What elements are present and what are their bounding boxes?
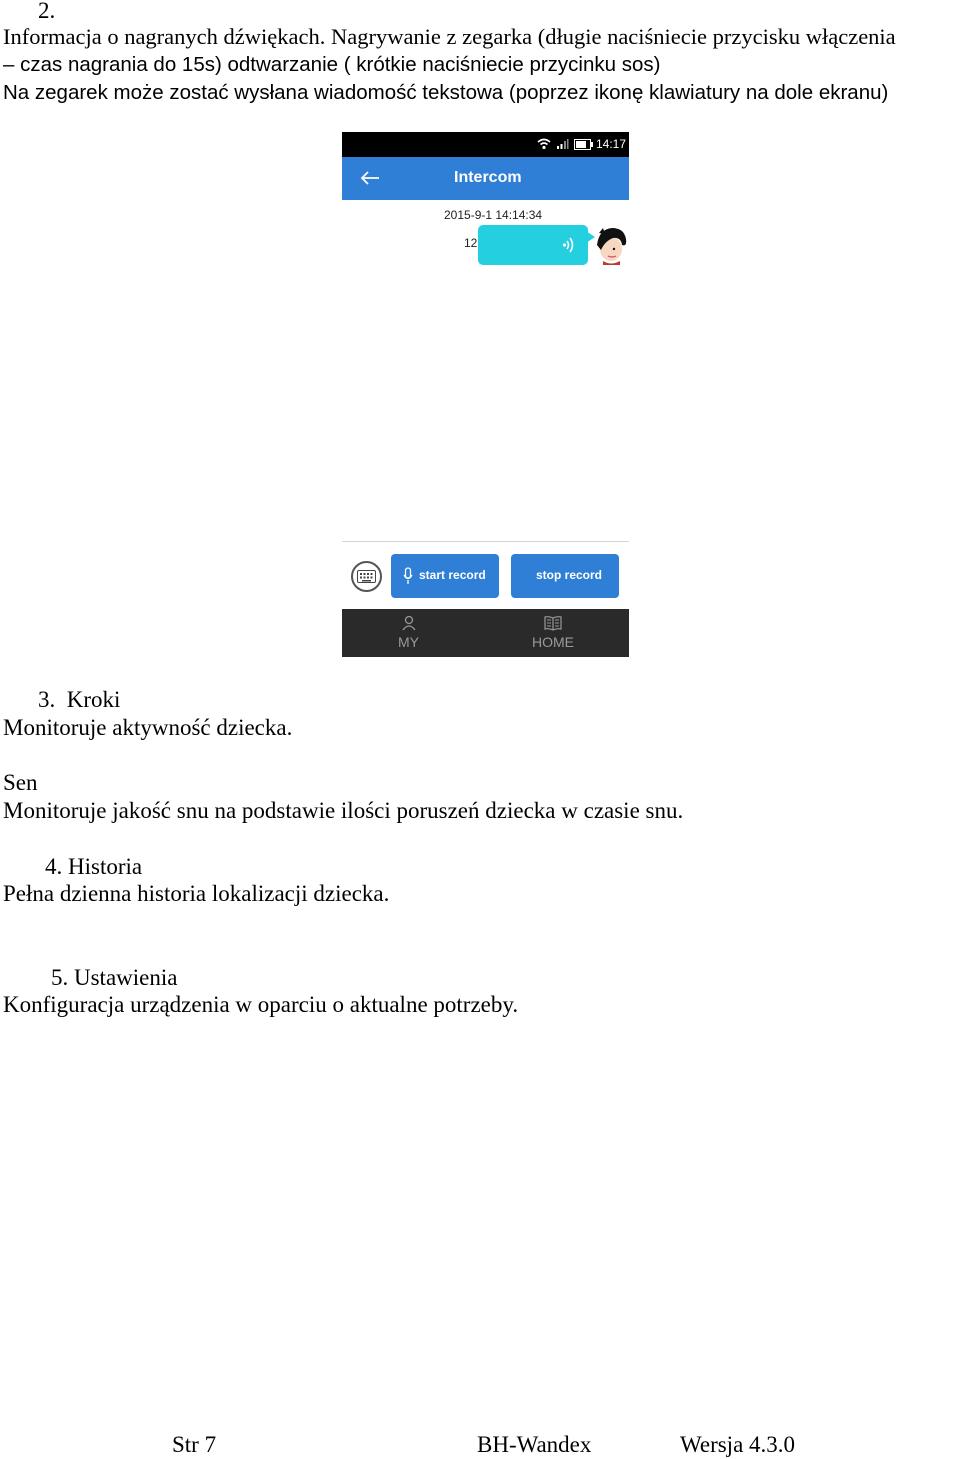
- sleep-text: Monitoruje jakość snu na podstawie ilości poruszeń dziecka w czasie snu.: [3, 798, 684, 823]
- voice-message-bubble[interactable]: [478, 225, 588, 265]
- start-record-button[interactable]: [391, 554, 499, 598]
- message-duration: 12: [464, 236, 478, 250]
- input-divider: [342, 541, 629, 542]
- screen-title: Intercom: [454, 169, 522, 186]
- tab-home[interactable]: [524, 609, 584, 657]
- user-icon: [402, 615, 416, 631]
- section-5-text: Konfiguracja urządzenia w oparciu o aktualne potrzeby.: [3, 992, 519, 1017]
- sound-wave-icon: [562, 236, 576, 254]
- app-header: [342, 157, 629, 200]
- battery-icon: [574, 139, 594, 150]
- intro-line-2: – czas nagrania do 15s) odtwarzanie ( krótkie naciśniecie przycinku sos): [3, 53, 661, 76]
- intro-line-1: Informacja o nagranych dźwiękach. Nagrywanie z zegarka (długie naciśniecie przycisku włączenia: [3, 24, 896, 49]
- intro-line-3: Na zegarek może zostać wysłana wiadomość tekstowa (poprzez ikonę klawiatury na dole ekranu): [3, 81, 889, 104]
- keyboard-button[interactable]: [351, 561, 382, 592]
- footer-product-name: BH-Wandex: [477, 1432, 592, 1457]
- wifi-icon: [537, 138, 551, 150]
- section-3-text: Monitoruje aktywność dziecka.: [3, 715, 293, 740]
- back-arrow-icon[interactable]: [360, 170, 380, 186]
- signal-icon: [556, 138, 569, 150]
- start-record-label: start record: [419, 568, 486, 582]
- section-2-number: 2.: [38, 0, 56, 23]
- status-time: 14:17: [596, 137, 627, 151]
- microphone-icon: [403, 567, 413, 585]
- footer-version: Wersja 4.3.0: [680, 1432, 796, 1457]
- sleep-heading: Sen: [3, 770, 38, 795]
- intercom-screenshot: [342, 132, 629, 657]
- stop-record-label: stop record: [536, 568, 603, 582]
- tab-home-label: HOME: [532, 634, 574, 650]
- stop-record-button[interactable]: [511, 554, 619, 598]
- message-timestamp: 2015-9-1 14:14:34: [444, 208, 543, 222]
- tab-my[interactable]: [386, 609, 432, 657]
- section-3-heading: 3. Kroki: [38, 687, 121, 712]
- tab-my-label: MY: [398, 634, 419, 650]
- footer-page-number: Str 7: [172, 1432, 217, 1457]
- status-bar: [342, 132, 629, 157]
- keyboard-icon: [357, 570, 376, 583]
- section-5-heading: 5. Ustawienia: [51, 965, 178, 990]
- child-avatar: [593, 225, 627, 265]
- bottom-tab-bar: [342, 609, 629, 657]
- section-4-text: Pełna dzienna historia lokalizacji dziecka.: [3, 881, 390, 906]
- book-icon: [544, 615, 562, 631]
- section-4-heading: 4. Historia: [45, 854, 143, 879]
